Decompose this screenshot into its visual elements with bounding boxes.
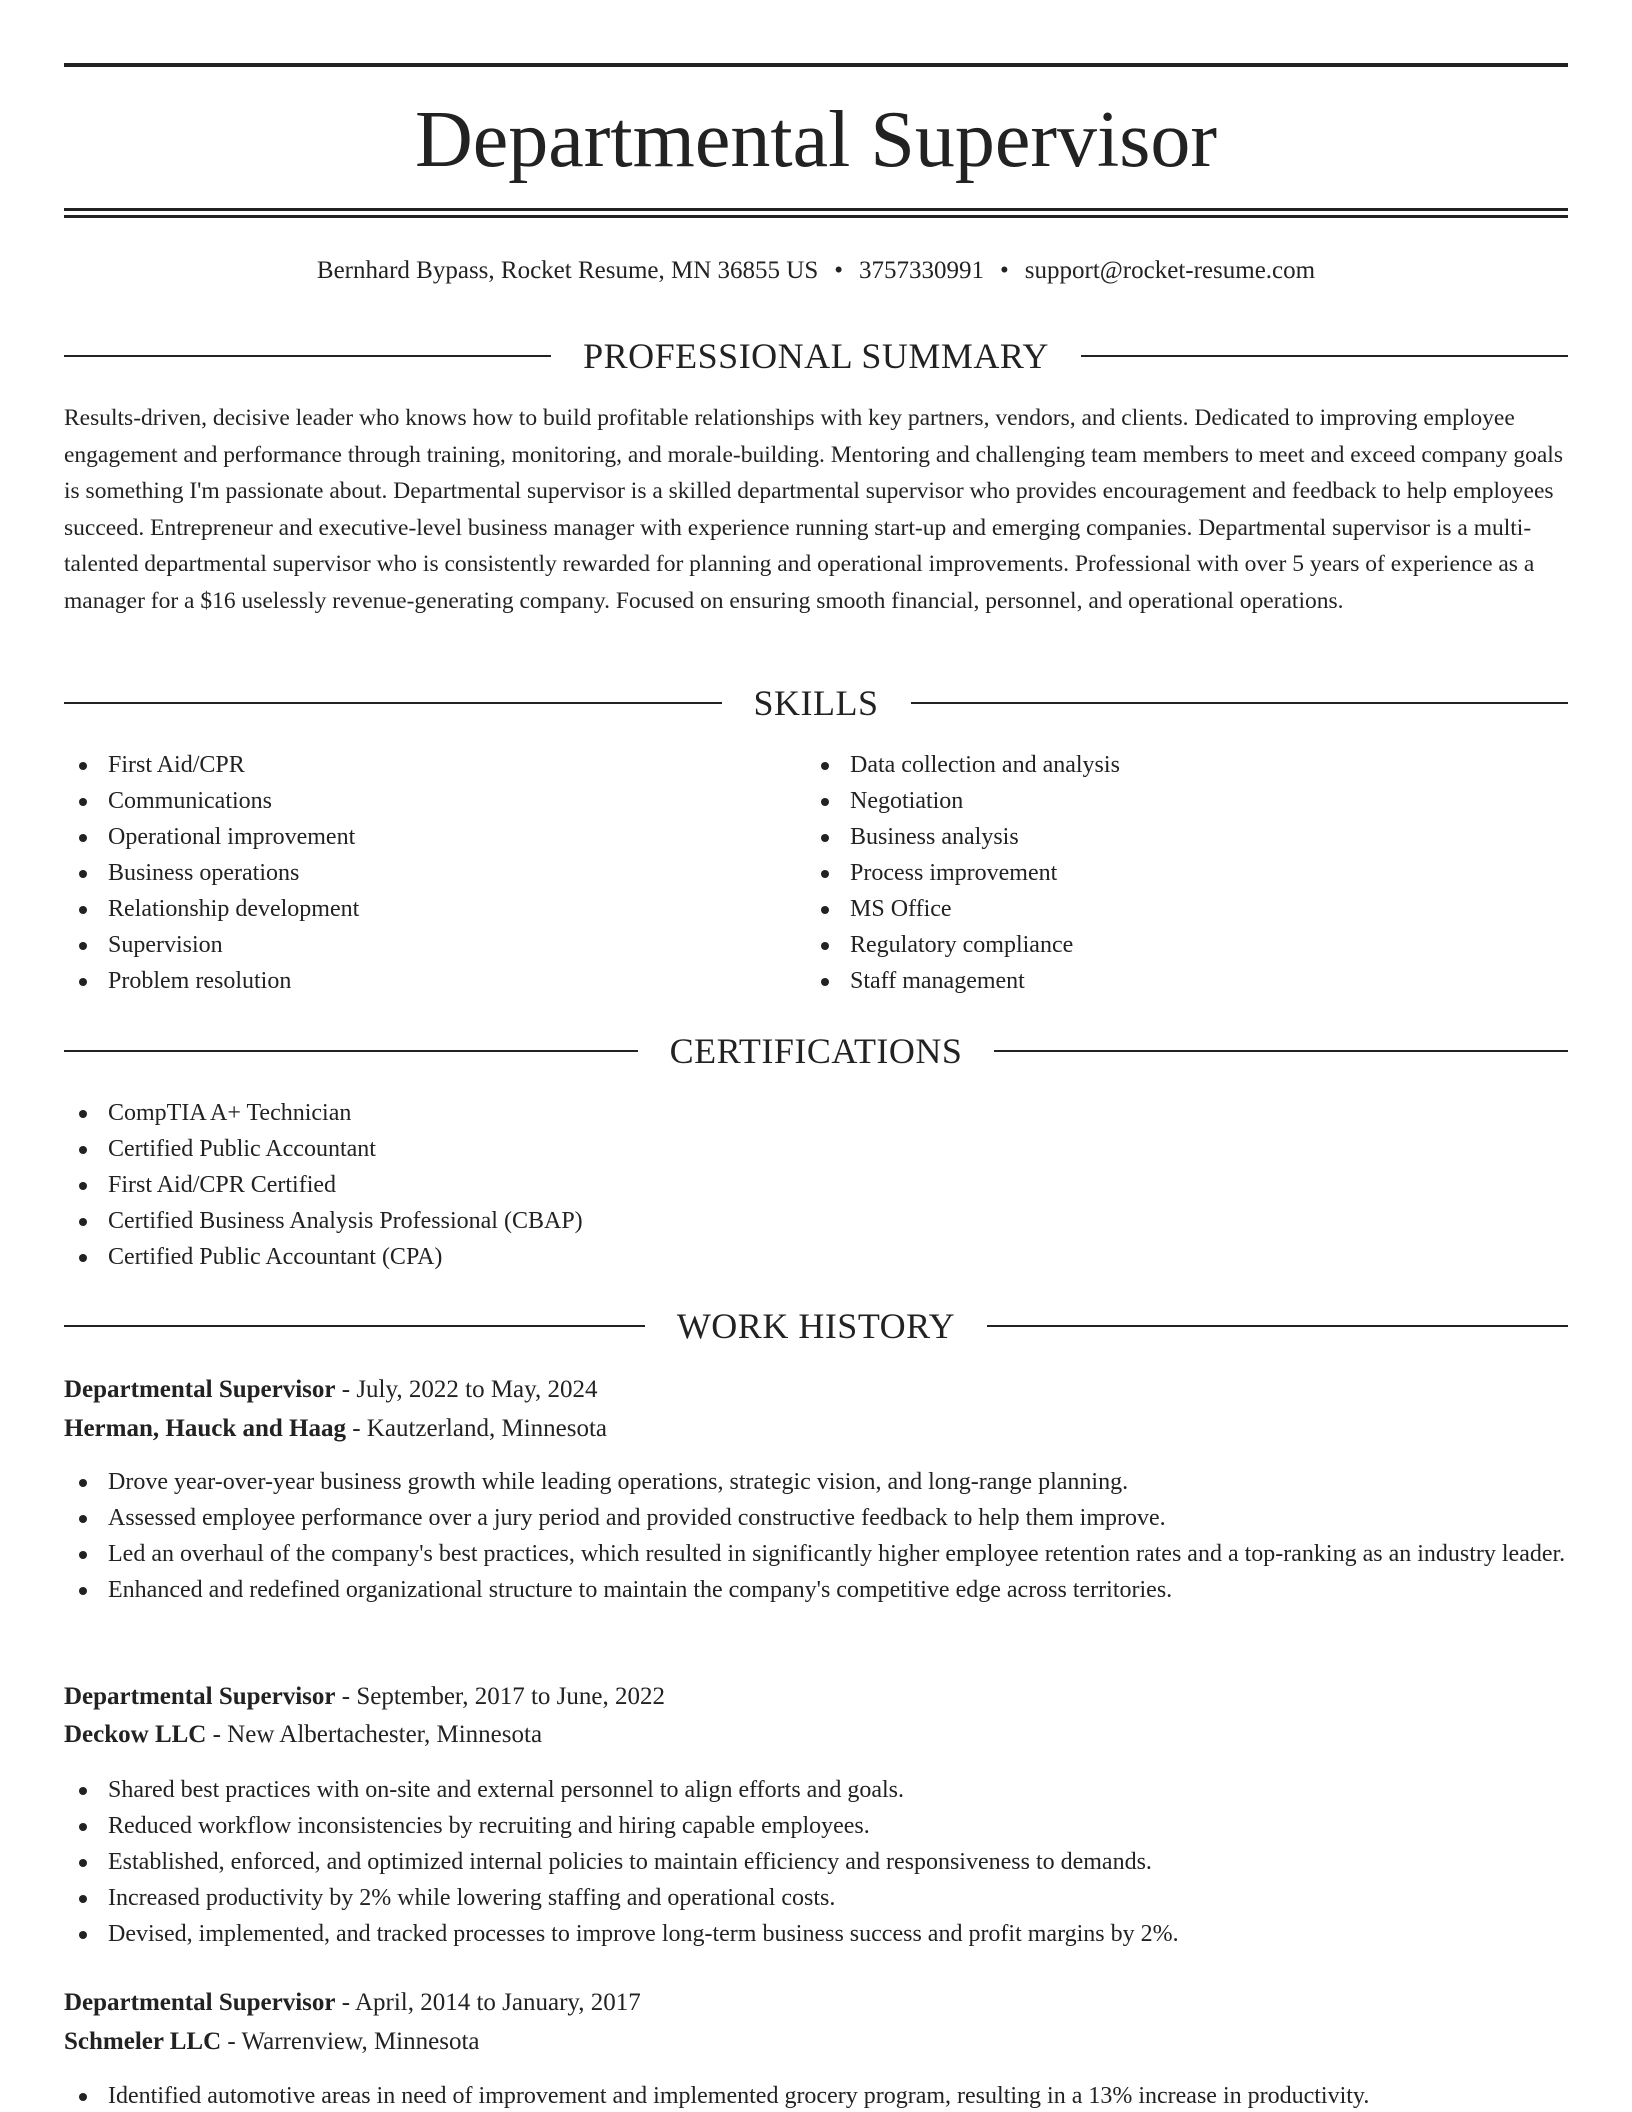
skill-item: Staff management [806,963,1546,999]
skill-item: Business operations [64,855,804,891]
job-duties-list [64,1772,1568,1952]
section-heading-summary [64,334,1568,378]
skill-item: Data collection and analysis [806,747,1546,783]
skill-item: MS Office [806,891,1546,927]
contact-separator: • [834,257,844,284]
contact-email: support@rocket-resume.com [1024,257,1316,284]
job-dates: - April, 2014 to January, 2017 [335,1989,641,2016]
job-company: Deckow LLC [64,1721,207,1748]
job-duty: Shared best practices with on-site and external personnel to align efforts and goals. [64,1772,1568,1808]
section-title: PROFESSIONAL SUMMARY [583,336,1049,376]
section-heading-work-history [64,1304,1568,1348]
job-duty: Increased productivity by 2% while lowering staffing and operational costs. [64,1880,1568,1916]
job-company: Schmeler LLC [64,2028,222,2055]
heading-rule [994,1050,1568,1052]
job-duties-list [64,1464,1568,1608]
skill-item: Business analysis [806,819,1546,855]
job-company-line [64,1717,1568,1753]
heading-rule [911,702,1569,704]
job-duty: Enhanced and redefined organizational structure to maintain the company's competitive edge across territories. [64,1572,1568,1608]
job-location: - Warrenview, Minnesota [221,2028,480,2055]
certification-item: Certified Public Accountant (CPA) [64,1239,1568,1275]
section-title: CERTIFICATIONS [669,1031,963,1071]
skill-item: Supervision [64,927,804,963]
skill-item: Regulatory compliance [806,927,1546,963]
job-title-line [64,1679,1568,1715]
heading-rule [1081,355,1568,357]
job-duty: Assessed employee performance over a jury period and provided constructive feedback to help them improve. [64,1500,1568,1536]
contact-address: Bernhard Bypass, Rocket Resume, MN 36855 US [316,257,819,284]
skills-list-right [806,747,1546,999]
job-duty: Devised, implemented, and tracked processes to improve long-term business success and profit margins by 2%. [64,1916,1568,1952]
section-heading-certifications [64,1029,1568,1073]
title-rule-lower [64,215,1568,218]
certification-item: Certified Public Accountant [64,1131,1568,1167]
contact-separator: • [1000,257,1009,284]
skills-list-left [64,747,804,999]
job-company-line [64,1411,1568,1447]
top-rule [64,63,1568,67]
skill-item: Relationship development [64,891,804,927]
job-title: Departmental Supervisor [64,1989,336,2016]
job-dates: - July, 2022 to May, 2024 [335,1376,598,1403]
job-location: - New Albertachester, Minnesota [206,1721,543,1748]
job-location: - Kautzerland, Minnesota [345,1415,608,1442]
job-title: Departmental Supervisor [64,1376,336,1403]
skill-item: First Aid/CPR [64,747,804,783]
heading-rule [64,702,722,704]
skill-item: Communications [64,783,804,819]
contact-phone: 3757330991 [859,257,985,284]
section-title: SKILLS [753,683,879,723]
title-rule-upper [64,208,1568,211]
section-title: WORK HISTORY [676,1306,956,1346]
job-title-line [64,1372,1568,1408]
summary-paragraph: Results-driven, decisive leader who knows how to build profitable relationships with key partners, vendors, and clients. Dedicated to improving employee engagement and performance through training, monitoring, and morale-building. Mentoring and challenging team members to meet and exceed company goals is something I'm passionate about. Departmental supervisor is a skilled departmental supervisor who provides encouragement and feedback to help employees succeed. Entrepreneur and executive-level business manager with experience running start-up and emerging companies. Departmental supervisor is a multi-talented departmental supervisor who is consistently rewarded for planning and operational improvements. Professional with over 5 years of experience as a manager for a $16 uselessly revenue-generating company. Focused on ensuring smooth financial, personnel, and operational operations. [64,405,1563,614]
heading-rule [64,355,551,357]
skill-item: Process improvement [806,855,1546,891]
job-duty: Led an overhaul of the company's best practices, which resulted in significantly higher employee retention rates and a top-ranking as an industry leader. [64,1536,1568,1572]
certification-item: CompTIA A+ Technician [64,1095,1568,1131]
heading-rule [64,1050,638,1052]
job-duty: Reduced workflow inconsistencies by recruiting and hiring capable employees. [64,1808,1568,1844]
job-company: Herman, Hauck and Haag [64,1415,346,1442]
contact-line [64,255,1568,287]
certifications-list [64,1095,1568,1275]
heading-rule [64,1325,645,1327]
skill-item: Operational improvement [64,819,804,855]
job-company-line [64,2024,1568,2060]
job-duty: Identified automotive areas in need of improvement and implemented grocery program, resulting in a 13% increase in productivity. [64,2078,1568,2112]
job-title-line [64,1985,1568,2021]
skill-item: Negotiation [806,783,1546,819]
heading-rule [987,1325,1568,1327]
certification-item: Certified Business Analysis Professional (CBAP) [64,1203,1568,1239]
job-duties-list [64,2078,1568,2112]
job-duty: Drove year-over-year business growth while leading operations, strategic vision, and long-range planning. [64,1464,1568,1500]
section-heading-skills [64,681,1568,725]
job-duty: Established, enforced, and optimized internal policies to maintain efficiency and responsiveness to demands. [64,1844,1568,1880]
resume-title: Departmental Supervisor [415,96,1217,184]
job-dates: - September, 2017 to June, 2022 [335,1683,666,1710]
certification-item: First Aid/CPR Certified [64,1167,1568,1203]
skill-item: Problem resolution [64,963,804,999]
job-title: Departmental Supervisor [64,1683,336,1710]
